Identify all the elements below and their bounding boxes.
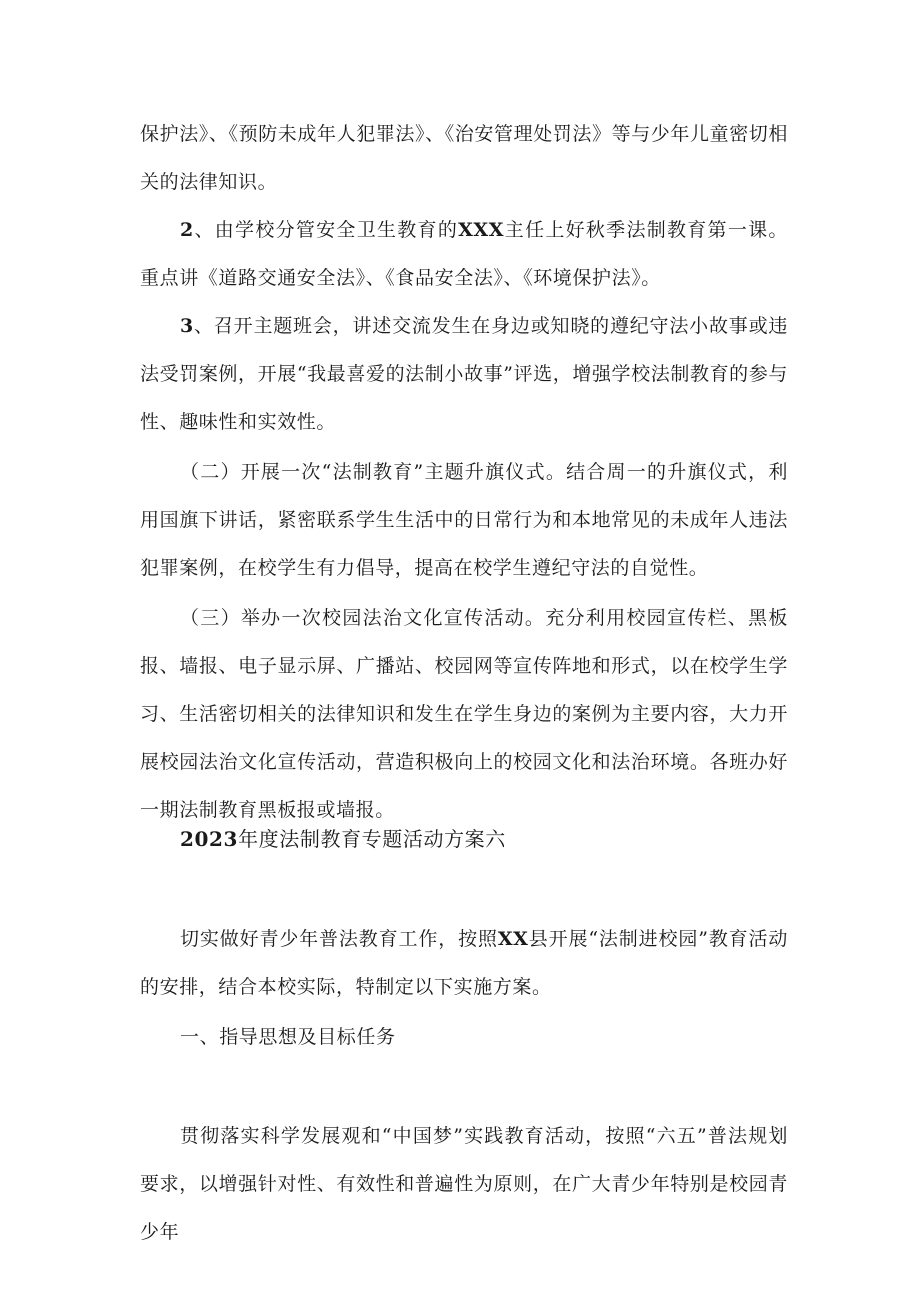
paragraph-item-2 — [140, 206, 788, 302]
section-title-text: 年度法制教育专题活动方案六 — [238, 827, 506, 851]
paragraph-campus-culture — [140, 594, 788, 834]
paragraph-text: 县开展“法制进校园”教育活动的安排，结合本校实际，特制定以下实施方案。 — [140, 928, 789, 998]
paragraph-text: （二）开展一次“法制教育”主题升旗仪式。结合周一的升旗仪式，利用国旗下讲话，紧密联系学生生活中的日常行为和本地常见的未成年人违法犯罪案例，在校学生有力倡导，提高在校学生遵纪守法的自觉性。 — [140, 461, 788, 579]
paragraph-text: 主任上好秋季法制教育第一课。重点讲《道路交通安全法》、《食品安全法》、《环境保护法》。 — [140, 219, 788, 289]
paragraph-flag-ceremony — [140, 448, 788, 592]
bold-placeholder: XXX — [458, 219, 505, 241]
paragraph-text: 切实做好青少年普法教育工作，按照 — [180, 928, 498, 950]
subheading-guiding-thought — [140, 1013, 788, 1061]
paragraph-text: 贯彻落实科学发展观和“中国梦”实践教育活动，按照“六五”普法规划要求，以增强针对性、有效性和普遍性为原则，在广大青少年特别是校园青少年 — [140, 1125, 788, 1243]
item-number: 2 — [180, 219, 194, 241]
paragraph-text: 保护法》、《预防未成年人犯罪法》、《治安管理处罚法》等与少年儿童密切相关的法律知识。 — [140, 123, 789, 193]
bold-placeholder: XX — [497, 928, 529, 950]
section-title-year: 2023 — [180, 827, 239, 851]
paragraph-text: 、召开主题班会，讲述交流发生在身边或知晓的遵纪守法小故事或违法受罚案例，开展“我最喜爱的法制小故事”评选，增强学校法制教育的参与性、趣味性和实效性。 — [140, 315, 788, 433]
item-number: 3 — [180, 315, 194, 337]
subheading-text: 一、指导思想及目标任务 — [180, 1026, 396, 1048]
paragraph-item-3 — [140, 302, 788, 446]
paragraph-guiding-content — [140, 1112, 788, 1256]
paragraph-intro — [140, 915, 788, 1011]
paragraph-text: （三）举办一次校园法治文化宣传活动。充分利用校园宣传栏、黑板报、墙报、电子显示屏、广播站、校园网等宣传阵地和形式，以在校学生学习、生活密切相关的法律知识和发生在学生身边的案例为主要内容，大力开展校园法治文化宣传活动，营造积极向上的校园文化和法治环境。各班办好一期法制教育黑板报或墙报。 — [140, 607, 788, 821]
section-title — [180, 815, 506, 863]
paragraph-text: 、由学校分管安全卫生教育的 — [193, 219, 459, 241]
paragraph-law-list — [140, 110, 788, 206]
